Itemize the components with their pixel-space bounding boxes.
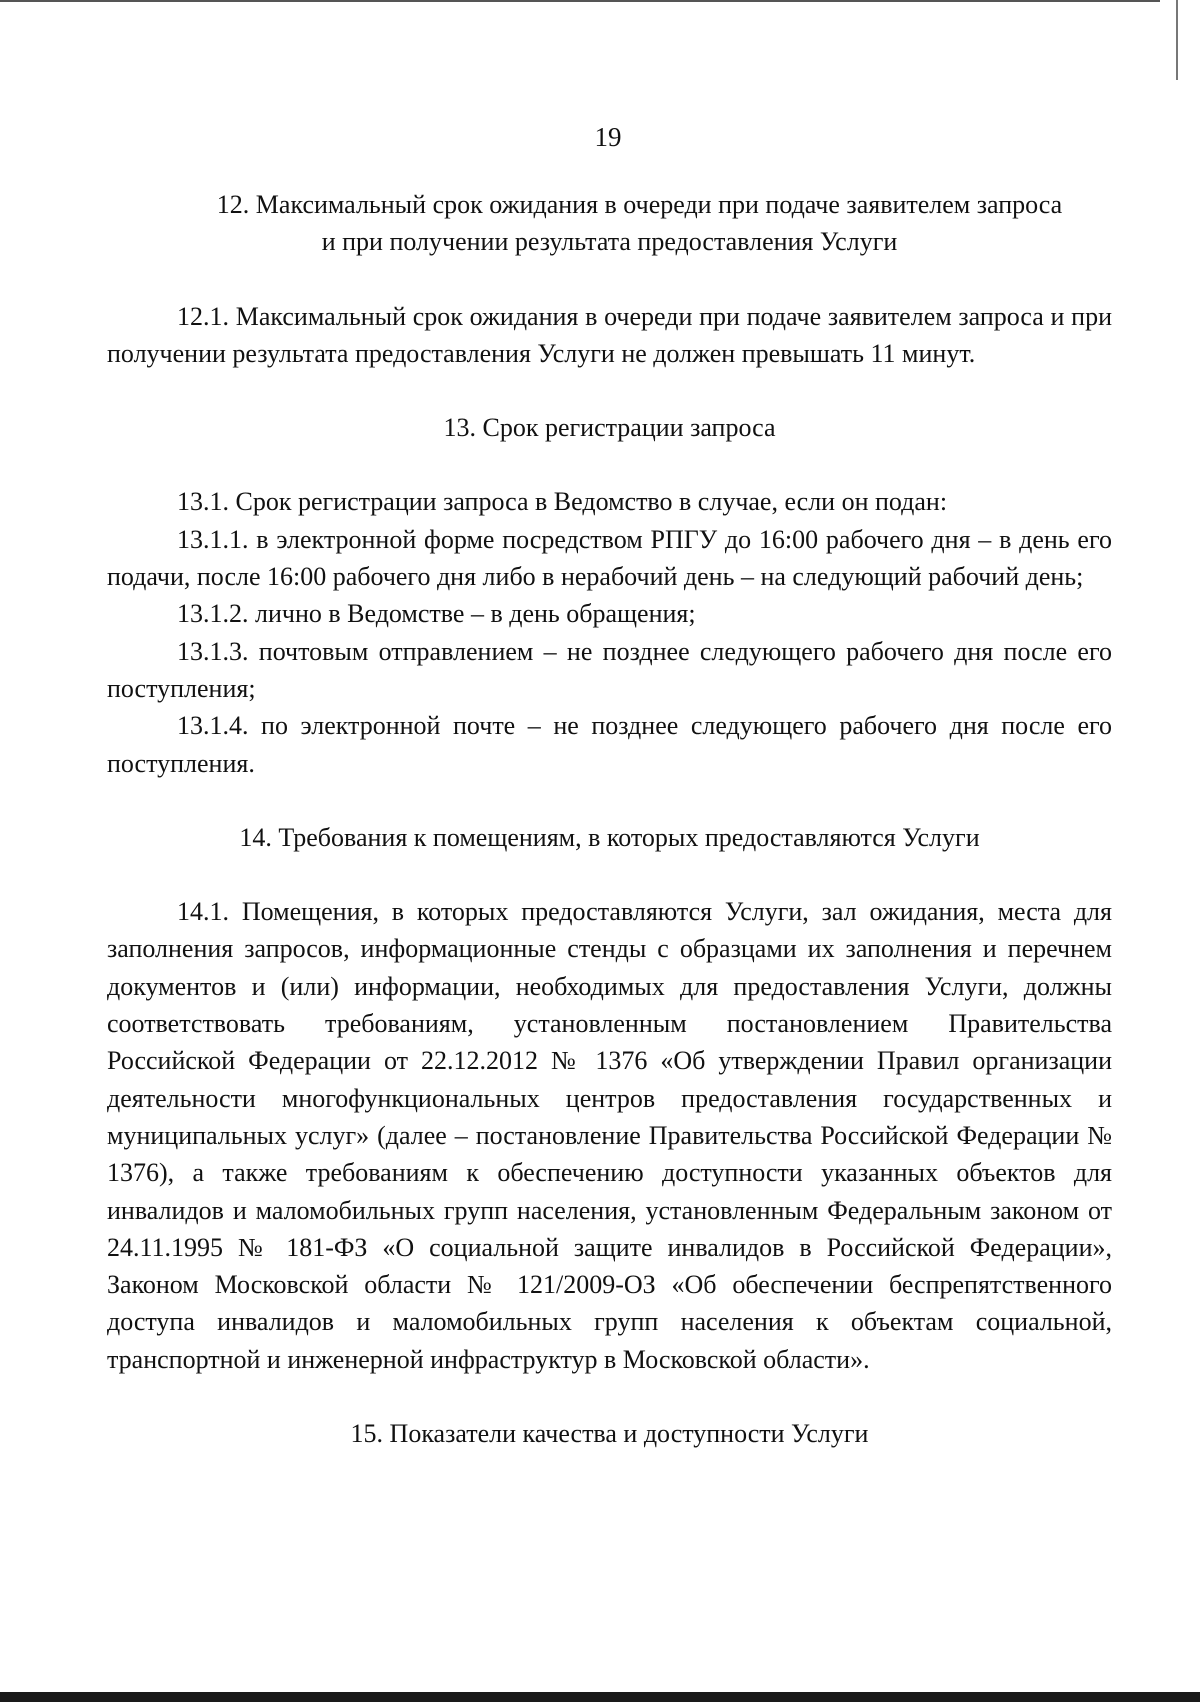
section-15-heading: 15. Показатели качества и доступности Услуги: [350, 1419, 869, 1449]
scan-edge-top: [0, 0, 1160, 2]
page-number: 19: [594, 122, 622, 152]
section-14: [107, 819, 1112, 1378]
section-13-heading: 13. Срок регистрации запроса: [443, 413, 776, 443]
scan-edge-right: [1176, 0, 1178, 80]
document-body: [107, 186, 1112, 1452]
section-15: [107, 1415, 1112, 1452]
section-12-heading-line2: и при получении результата предоставления Услуги: [321, 227, 898, 257]
section-12-heading-line1: 12. Максимальный срок ожидания в очереди при подаче заявителем запроса: [216, 190, 1063, 219]
paragraph-13-1-4: 13.1.4. по электронной почте – не позднее следующего рабочего дня после его поступления.: [107, 711, 1112, 778]
paragraph-12-1: 12.1. Максимальный срок ожидания в очереди при подаче заявителем запроса и при получении результата предоставления Услуги не должен превышать 11 минут.: [107, 301, 1112, 368]
paragraph-13-1-2: 13.1.2. лично в Ведомстве – в день обращения;: [177, 599, 696, 629]
paragraph-13-1-3: 13.1.3. почтовым отправлением – не позднее следующего рабочего дня после его поступления;: [107, 636, 1112, 703]
scan-edge-bottom: [0, 1692, 1200, 1702]
paragraph-13-1-1: 13.1.1. в электронной форме посредством РПГУ до 16:00 рабочего дня – в день его подачи, после 16:00 рабочего дня либо в нерабочий день – на следующий рабочий день;: [107, 524, 1112, 592]
section-13: [107, 409, 1112, 782]
paragraph-14-1: 14.1. Помещения, в которых предоставляются Услуги, зал ожидания, места для заполнения запросов, информационные стенды с образцами их заполнения и перечнем документов и (или) информации, необходимых для предоставления Услуги, должны соответствовать требованиям, установленным постановлением Правительства Российской Федерации от 22.12.2012 № 1376 «Об утверждении Правил организации деятельности многофункциональных центров предоставления государственных и муниципальных услуг» (далее – постановление Правительства Российской Федерации № 1376), а также требованиям к обеспечению доступности указанных объектов для инвалидов и маломобильных групп населения, установленным Федеральным законом от 24.11.1995 № 181-ФЗ «О социальной защите инвалидов в Российской Федерации», Законом Московской области № 121/2009-ОЗ «Об обеспечении беспрепятственного доступа инвалидов и маломобильных групп населения к объектам социальной, транспортной и инженерной инфраструктур в Московской области».: [107, 897, 1112, 1374]
paragraph-13-1: 13.1. Срок регистрации запроса в Ведомство в случае, если он подан:: [177, 487, 948, 517]
section-12: [107, 186, 1112, 372]
section-14-heading: 14. Требования к помещениям, в которых предоставляются Услуги: [239, 822, 980, 852]
